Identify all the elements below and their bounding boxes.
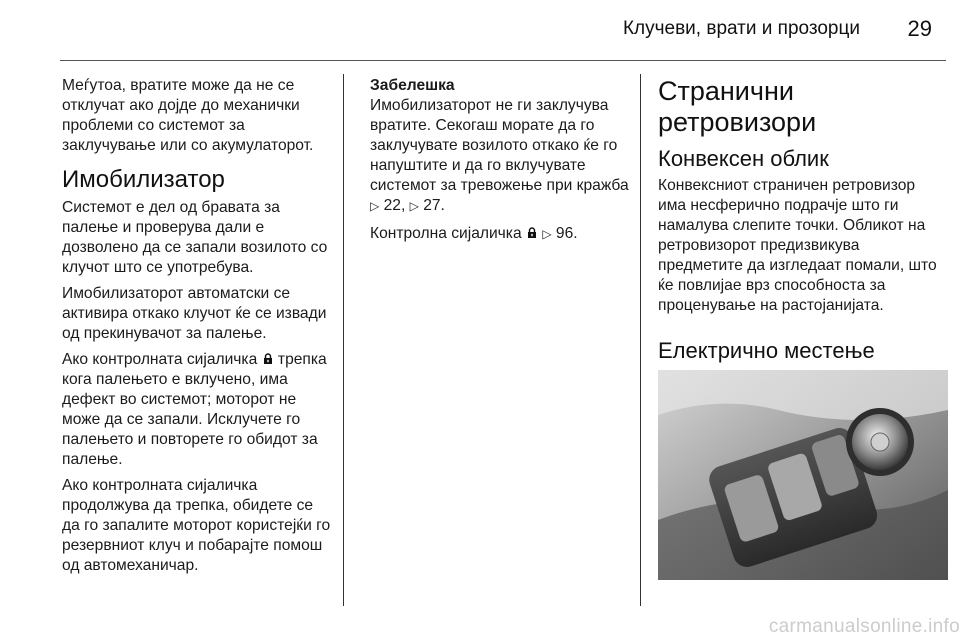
immobilizer-paragraph-2: Имобилизаторот автоматски се активира откако клучот ќе се извади од прекинувачот за палење. [62,285,327,342]
immobilizer-lock-icon [262,351,274,363]
column-2 [370,76,632,250]
note-text: Имобилизаторот не ги заклучува вратите. Секогаш морате да го заклучувате возилото откако ќе го напуштите и да го вклучувате системот за тревожење при кражба [370,97,629,194]
page-number: 29 [907,16,932,41]
control-light-text: Контролна сијаличка [370,225,526,242]
immobilizer-lock-icon [526,225,538,237]
electric-adjustment-heading: Електрично местење [658,338,875,363]
watermark-text: carmanualsonline.info [768,616,960,637]
reference-arrow-icon: ▷ [409,199,419,213]
immobilizer-heading: Имобилизатор [62,166,225,193]
column-3 [658,76,946,368]
immobilizer-paragraph-1: Системот е дел од бравата за палење и проверува дали е дозволено да се запали возилото со клучот што се употребува. [62,199,328,276]
p3-text-after: трепка кога палењето е вклучено, има дефект во системот; моторот не може да се запали. Исклучете го палењето и повторете го обидот за палење. [62,351,327,468]
reference-link-3[interactable]: 96 [555,225,574,242]
intro-paragraph: Меѓутоа, вратите може да не се отклучат ако дојде до механички проблеми со системот за заклучување или со акумулаторот. [62,77,314,154]
reference-link-1[interactable]: 22 [383,197,401,214]
p3-text-before: Ако контролната сијаличка [62,351,262,368]
control-light-line: Контролна сијаличка ▷ 96. [370,225,578,242]
reference-arrow-icon: ▷ [542,227,552,241]
header-divider [60,60,946,61]
reference-link-2[interactable]: 27 [423,197,441,214]
immobilizer-paragraph-3 [62,350,334,470]
mirror-switch-photo [658,370,948,580]
reference-arrow-icon: ▷ [370,199,380,213]
note-title: Забелешка [370,77,455,94]
note-block: Забелешка Имобилизаторот не ги заклучува вратите. Секогаш морате да го заклучувате возилото откако ќе го напуштите и да го вклучувате системот за тревожење при кражба ▷ 22, ▷ 27. [370,77,629,214]
convex-shape-heading: Конвексен облик [658,146,829,171]
convex-shape-paragraph: Конвексниот страничен ретровизор има несферично подрачје што ги намалува слепите точки. Обликот на ретровизорот предизвикува предметите да изгледаат помали, што ќе повлијае врз способноста за проценување на растојанијата. [658,177,937,314]
column-divider-1 [343,74,344,606]
immobilizer-paragraph-4: Ако контролната сијаличка продолжува да трепка, обидете се да го запалите моторот користејќи го резервниот клуч и побарајте помош од автомеханичар. [62,477,331,574]
column-divider-2 [640,74,641,606]
side-mirrors-title: Странични ретровизори [658,76,817,137]
column-1 [62,76,334,582]
page-header-title: Клучеви, врати и прозорци [622,18,860,39]
